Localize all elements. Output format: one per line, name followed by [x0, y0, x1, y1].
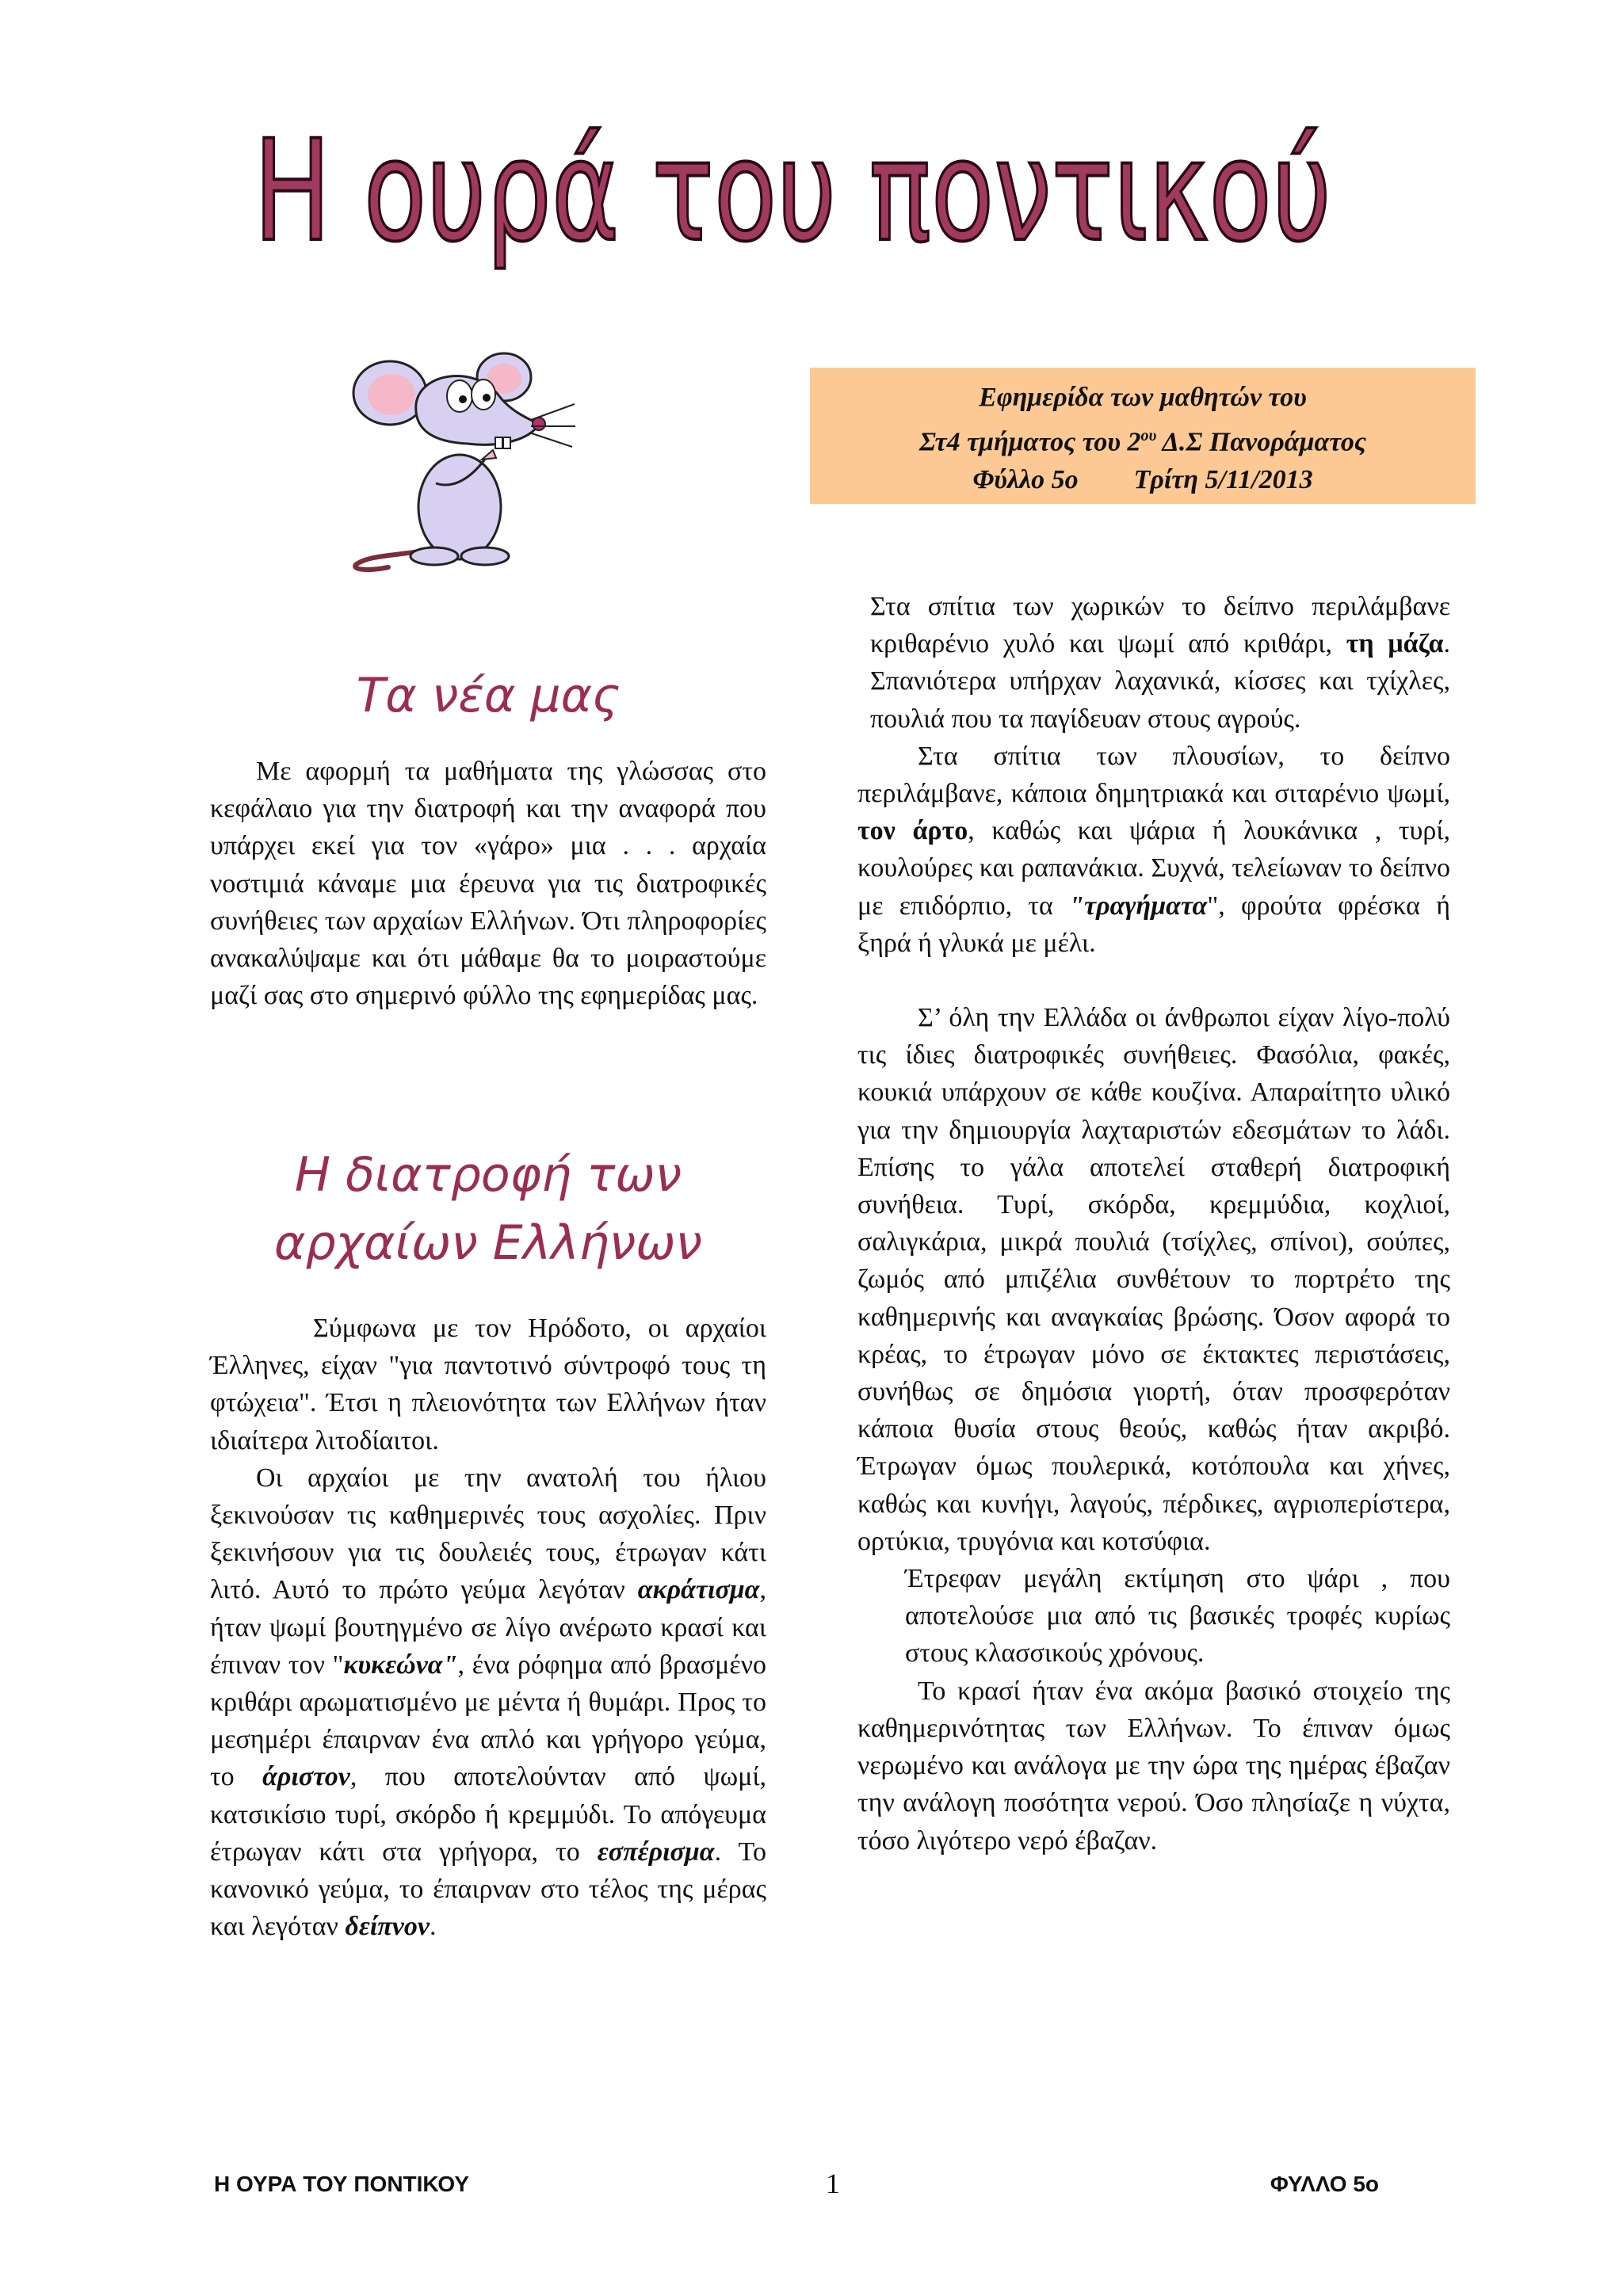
article-intro-paragraph: Με αφορμή τα μαθήματα της γλώσσας στο κεφάλαιο για την διατροφή και την αναφορά που υπάρχει εκεί για τον «γάρο» μια . . . αρχαία νοστιμιά κάναμε μια έρευνα για τις διατροφικές συνήθειες των αρχαίων Ελλήνων. Ότι πληροφορίες ανακαλύψαμε και ότι μάθαμε θα το μοιραστούμε μαζί σας στο σημερινό φύλλο της εφημερίδας μας.	[210, 757, 766, 1011]
footer-title: Η ΟΥΡΑ ΤΟΥ ΠΟΝΤΙΚΟΥ	[214, 2172, 470, 2196]
info-line-3	[810, 461, 1476, 499]
masthead-title	[238, 103, 1347, 285]
heading-our-news: Τα νέα μας	[356, 668, 621, 723]
info-line-1: Εφημερίδα των μαθητών του	[979, 383, 1307, 412]
paragraph-meals: Οι αρχαίοι με την ανατολή του ήλιου ξεκινούσαν τις καθημερινές τους ασχολίες. Πριν ξεκινήσουν για τις δουλειές τους, έτρωγαν κάτι λιτό. Αυτό το πρώτο γεύμα λεγόταν ακράτισμα, ήταν ψωμί βουτηγμένο σε λίγο ανέρωτο κρασί και έπιναν τον "κυκεώνα", ένα ρόφημα από βρασμένο κριθάρι αρωματισμένο με μέντα ή θυμάρι. Προς το μεσημέρι έπαιρναν ένα απλό και γρήγορο γεύμα, το άριστον, που αποτελούνταν από ψωμί, κατσικίσιο τυρί, σκόρδο ή κρεμμύδι. Το απόγευμα έτρωγαν κάτι στα γρήγορα, το εσπέρισμα. Το κανονικό γεύμα, το έπαιρναν στο τέλος της μέρας και λεγόταν δείπνον.	[210, 1463, 766, 1942]
issue-date: Τρίτη 5/11/2013	[1133, 465, 1313, 495]
info-line-2: Στ4 τμήματος του $2^{o\upsilon}$ Δ.Σ Πανοράματος	[918, 427, 1367, 457]
paragraph-all-greece: Σ’ όλη την Ελλάδα οι άνθρωποι είχαν λίγο-πολύ τις ίδιες διατροφικές συνήθειες. Φασόλια, φακές, κουκιά υπάρχουν σε κάθε κουζίνα. Απαραίτητο υλικό για την δημιουργία λαχταριστών εδεσμάτων το λάδι. Επίσης το γάλα αποτελεί σταθερή διατροφική συνήθεια. Τυρί, σκόρδα, κρεμμύδια, κοχλιοί, σαλιγκάρια, μικρά πουλιά (τσίχλες, σπίνοι), σούπες, ζωμός από μπιζέλια συνθέτουν το πορτρέτο της καθημερινής και αναγκαίας βρώσης. Όσον αφορά το κρέας, το έτρωγαν μόνο σε έκτακτες περιστάσεις, συνήθως σε δημόσια γιορτή, όταν προσφερόταν κάποια θυσία στους θεούς, καθώς ήταν ακριβό. Έτρωγαν όμως πουλερικά, κοτόπουλα και χήνες, καθώς και κυνήγι, λαγούς, πέρδικες, αγριοπερίστερα, ορτύκια, τρυγόνια και κοτσύφια.	[857, 1003, 1450, 1556]
masthead-title-text: Η ουρά του ποντικού	[254, 110, 1331, 273]
left-column-diet	[210, 1310, 766, 1945]
paragraph-villagers: Στα σπίτια των χωρικών το δείπνο περιλάμβανε κριθαρένιο χυλό και ψωμί από κριθάρι, τη μάζα. Σπανιότερα υπήρχαν λαχανικά, κίσσες και τχίχλες, πουλιά που τα παγίδευαν στους αγρούς.	[870, 592, 1451, 734]
footer-sheet: ΦΥΛΛΟ 5ο	[1270, 2172, 1379, 2196]
paragraph-fish: Έτρεφαν μεγάλη εκτίμηση στο ψάρι , που αποτελούσε μια από τις βασικές τροφές κυρίως στους κλασσικούς χρόνους.	[905, 1564, 1450, 1669]
sheet-number: Φύλλο 5ο	[972, 465, 1079, 495]
paragraph-wealthy: Στα σπίτια των πλουσίων, το δείπνο περιλάμβανε, κάποια δημητριακά και σιταρένιο ψωμί, τον άρτο, καθώς και ψάρια ή λουκάνικα , τυρί, κουλούρες και ραπανάκια. Συχνά, τελείωναν το δείπνο με επιδόρπιο, τα "τραγήματα", φρούτα φρέσκα ή ξηρά ή γλυκά με μέλι.	[857, 741, 1451, 958]
page-footer	[214, 2167, 1379, 2206]
paragraph-wine: Το κρασί ήταν ένα ακόμα βασικό στοιχείο της καθημερινότητας των Ελλήνων. Το έπιναν όμως νερωμένο και ανάλογα με την ώρα της ημέρας έβαζαν την ανάλογη ποσότητα νερού. Όσο πλησίαζε η νύχτα, τόσο λιγότερο νερό έβαζαν.	[857, 1676, 1450, 1855]
newspaper-info-box	[810, 368, 1476, 504]
page-number: 1	[826, 2168, 840, 2199]
heading-ancient-diet: Η διατροφή των αρχαίων Ελλήνων	[273, 1147, 703, 1271]
paragraph-herodotus: Σύμφωνα με τον Ηρόδοτο, οι αρχαίοι Έλληνες, είχαν "για παντοτινό σύντροφό τους τη φτώχεια". Έτσι η πλειονότητα των Ελλήνων ήταν ιδιαίτερα λιτοδίαιτοι.	[210, 1314, 766, 1455]
right-column	[857, 588, 1450, 1859]
left-column	[210, 753, 766, 1014]
mouse-illustration	[341, 349, 579, 578]
